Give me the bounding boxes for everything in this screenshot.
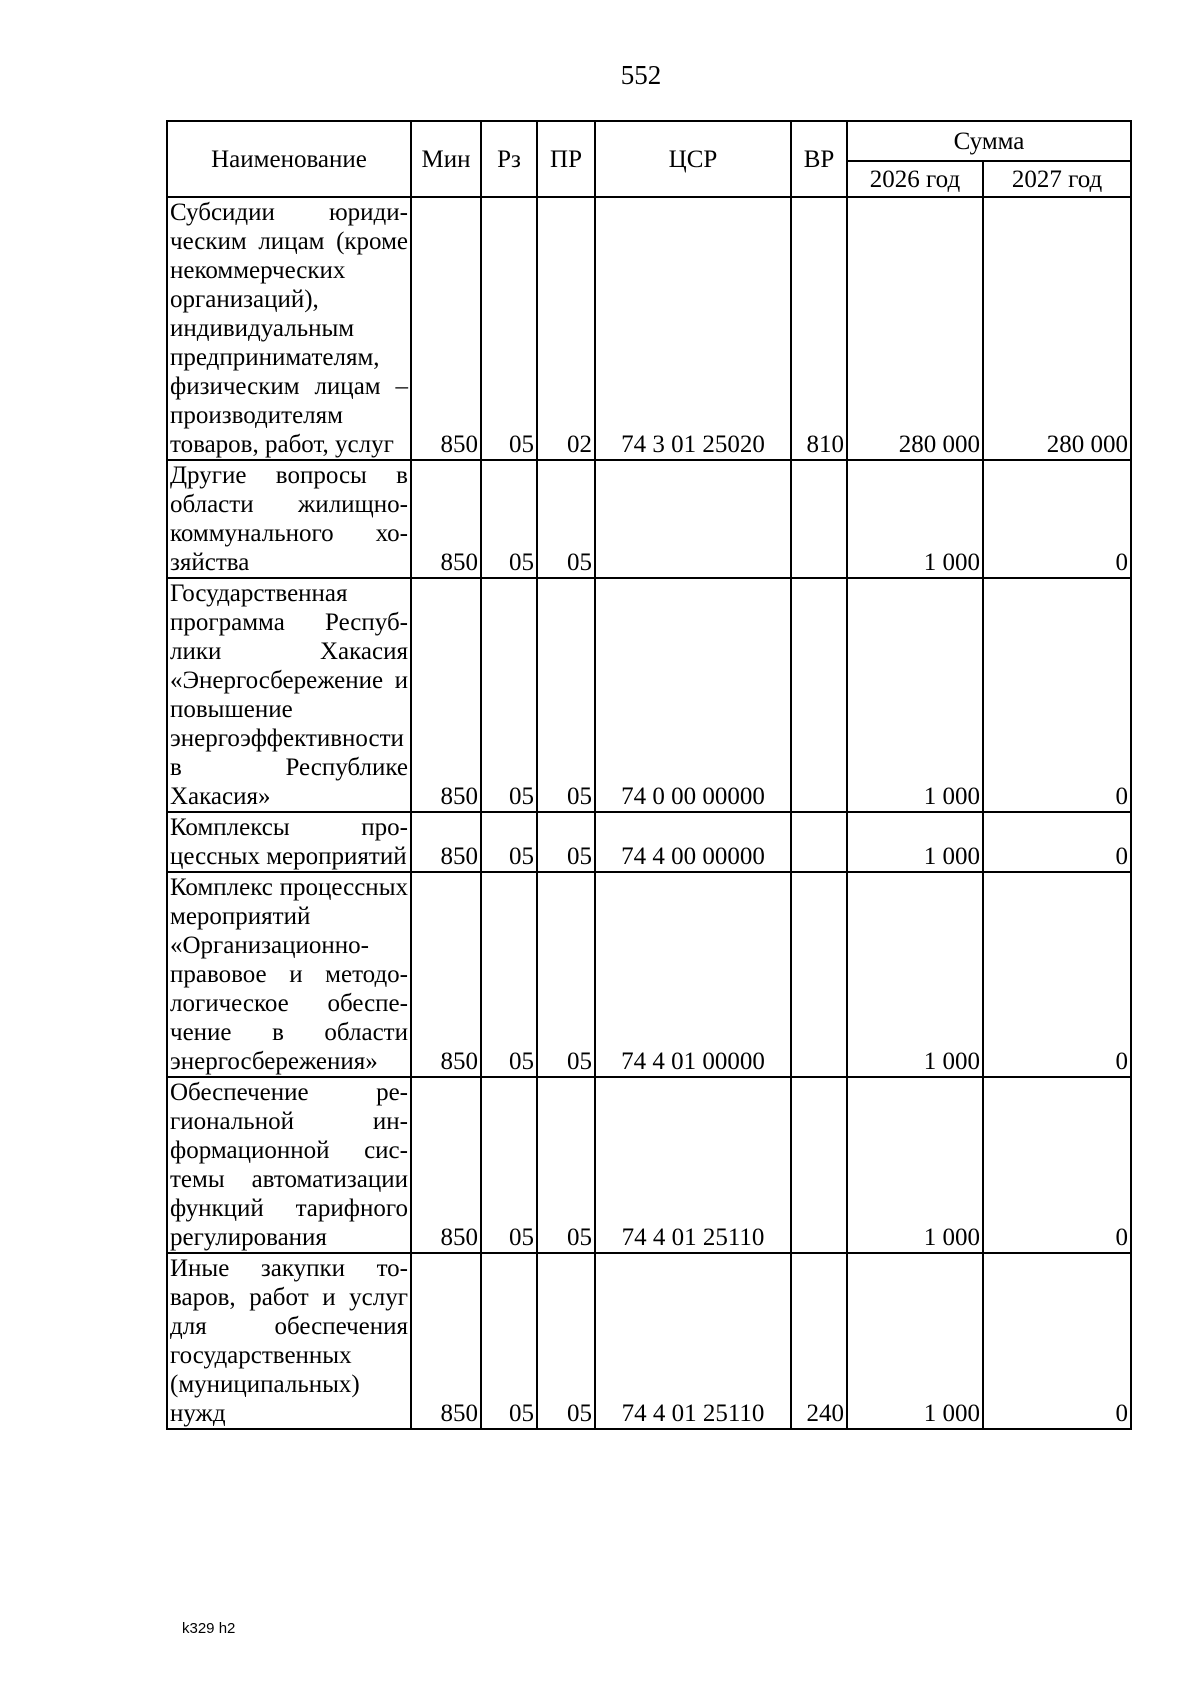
table-row — [167, 872, 1131, 1077]
row-sum-2027: 280 000 — [983, 197, 1131, 460]
row-sum-2026: 1 000 — [847, 872, 983, 1077]
row-csr: 74 4 01 25110 — [595, 1253, 791, 1429]
row-pr: 05 — [537, 1077, 595, 1253]
row-csr: 74 4 01 00000 — [595, 872, 791, 1077]
row-sum-2027: 0 — [983, 872, 1131, 1077]
header-min: Мин — [411, 121, 481, 197]
row-vr — [791, 812, 847, 872]
row-vr — [791, 872, 847, 1077]
row-pr: 05 — [537, 1253, 595, 1429]
row-vr — [791, 460, 847, 578]
table-row — [167, 1253, 1131, 1429]
row-name: Государственная программа Республики Хакасия «Энергосбережение и повышение энергоэффективности в Республике Хакасия» — [167, 578, 411, 812]
row-csr: 74 3 01 25020 — [595, 197, 791, 460]
row-pr: 05 — [537, 578, 595, 812]
table-row — [167, 460, 1131, 578]
row-sum-2027: 0 — [983, 1077, 1131, 1253]
footer-code: k329 h2 — [182, 1620, 236, 1637]
row-rz: 05 — [481, 872, 537, 1077]
row-min: 850 — [411, 460, 481, 578]
row-sum-2026: 1 000 — [847, 578, 983, 812]
table-row — [167, 1077, 1131, 1253]
row-rz: 05 — [481, 460, 537, 578]
table-header — [167, 121, 1131, 197]
row-name: Субсидии юридическим лицам (кроме некоммерческих организаций), индивидуальным предпринимателям, физическим лицам – производителям товаров, работ, услуг — [167, 197, 411, 460]
row-sum-2026: 1 000 — [847, 812, 983, 872]
header-sum: Сумма — [847, 121, 1131, 161]
row-name: Комплекс процессных мероприятий «Организационно-правовое и методологическое обеспечение в области энергосбережения» — [167, 872, 411, 1077]
row-vr: 240 — [791, 1253, 847, 1429]
table-row — [167, 197, 1131, 460]
header-csr: ЦСР — [595, 121, 791, 197]
row-name: Обеспечение региональной информационной системы автоматизации функций тарифного регулирования — [167, 1077, 411, 1253]
row-rz: 05 — [481, 197, 537, 460]
header-name: Наименование — [167, 121, 411, 197]
row-csr: 74 4 00 00000 — [595, 812, 791, 872]
row-rz: 05 — [481, 1253, 537, 1429]
row-sum-2026: 280 000 — [847, 197, 983, 460]
table-row — [167, 578, 1131, 812]
row-min: 850 — [411, 1077, 481, 1253]
header-pr: ПР — [537, 121, 595, 197]
row-min: 850 — [411, 1253, 481, 1429]
header-year-2026: 2026 год — [847, 161, 983, 197]
row-csr: 74 4 01 25110 — [595, 1077, 791, 1253]
header-year-2027: 2027 год — [983, 161, 1131, 197]
row-min: 850 — [411, 812, 481, 872]
row-name: Комплексы процессных мероприятий — [167, 812, 411, 872]
row-pr: 05 — [537, 812, 595, 872]
row-rz: 05 — [481, 812, 537, 872]
row-sum-2027: 0 — [983, 578, 1131, 812]
row-name: Другие вопросы в области жилищно-коммунального хозяйства — [167, 460, 411, 578]
row-pr: 02 — [537, 197, 595, 460]
row-min: 850 — [411, 197, 481, 460]
page-number: 552 — [620, 60, 662, 90]
row-rz: 05 — [481, 1077, 537, 1253]
row-rz: 05 — [481, 578, 537, 812]
row-csr: 74 0 00 00000 — [595, 578, 791, 812]
row-sum-2027: 0 — [983, 1253, 1131, 1429]
row-sum-2026: 1 000 — [847, 1253, 983, 1429]
table-row — [167, 812, 1131, 872]
row-vr: 810 — [791, 197, 847, 460]
header-rz: Рз — [481, 121, 537, 197]
budget-table — [166, 120, 1132, 1430]
row-pr: 05 — [537, 460, 595, 578]
row-sum-2026: 1 000 — [847, 460, 983, 578]
row-sum-2027: 0 — [983, 812, 1131, 872]
row-name: Иные закупки товаров, работ и услуг для обеспечения государственных (муниципальных) нужд — [167, 1253, 411, 1429]
row-min: 850 — [411, 578, 481, 812]
header-vr: ВР — [791, 121, 847, 197]
row-pr: 05 — [537, 872, 595, 1077]
row-vr — [791, 578, 847, 812]
row-min: 850 — [411, 872, 481, 1077]
row-csr — [595, 460, 791, 578]
row-sum-2027: 0 — [983, 460, 1131, 578]
row-vr — [791, 1077, 847, 1253]
row-sum-2026: 1 000 — [847, 1077, 983, 1253]
